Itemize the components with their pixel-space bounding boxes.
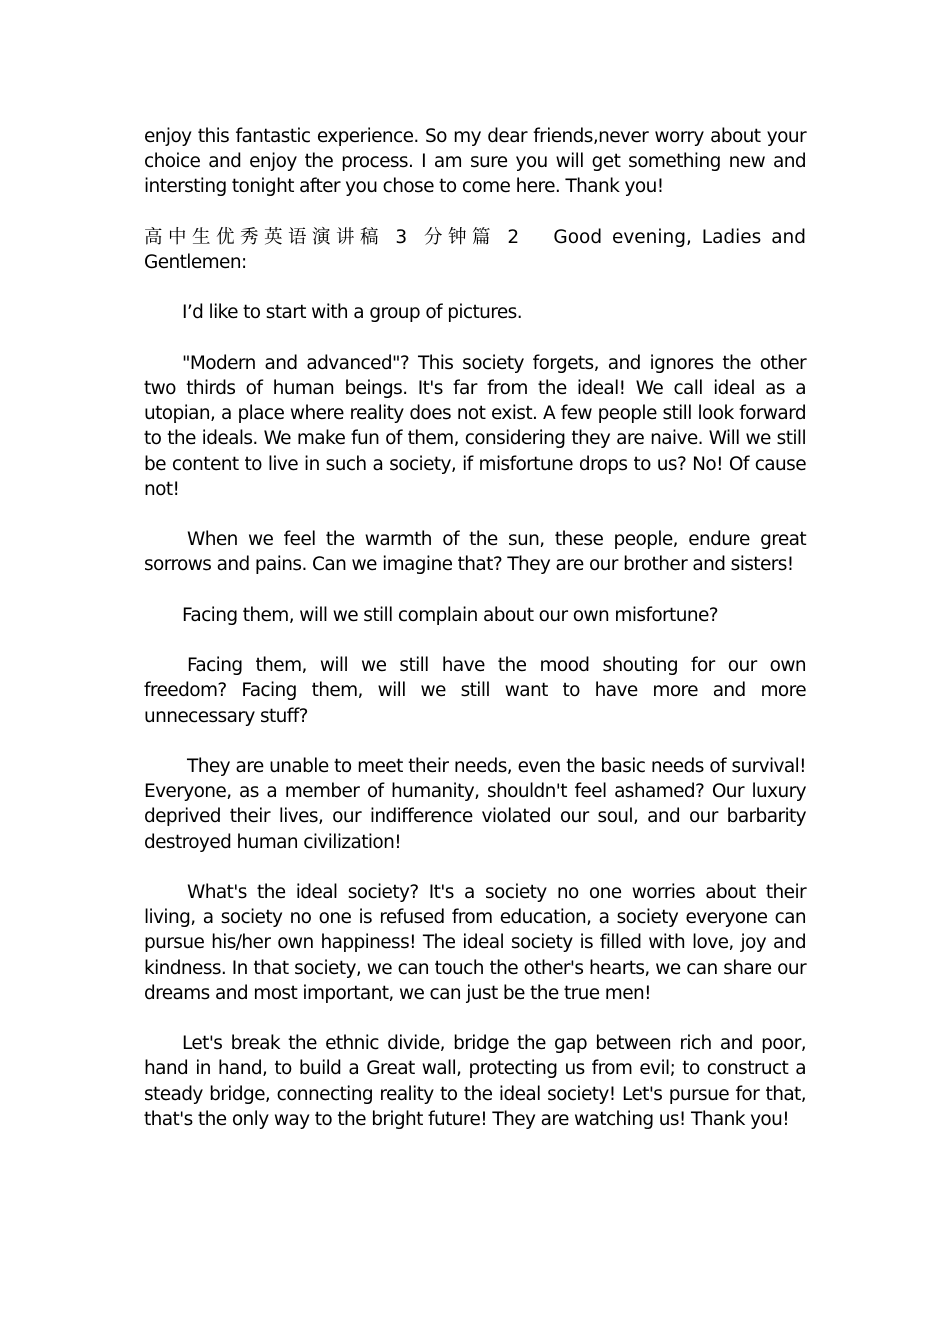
- heading-title-cn: 高中生优秀英语演讲稿 3 分钟篇 2: [144, 226, 525, 248]
- heading-greeting-continued: Gentlemen:: [144, 252, 247, 273]
- paragraph-ideal-society: What's the ideal society? It's a society no one worries about their living, a society no one is refused from education, a society everyone can pursue his/her own happiness! The ideal society is filled with love, joy and kindness. In that society, we can touch the other's hearts, we can share our dreams and most important, we can just be the true men!: [144, 881, 806, 1004]
- document-page: [144, 124, 806, 1157]
- paragraph-needs: They are unable to meet their needs, even the basic needs of survival! Everyone, as a member of humanity, shouldn't feel ashamed? Our luxury deprived their lives, our indifference violated our soul, and our barbarity destroyed human civilization!: [144, 755, 806, 853]
- heading-line: [144, 225, 806, 250]
- paragraph-intro: I’d like to start with a group of pictures.: [182, 302, 522, 324]
- paragraph-modern: "Modern and advanced"? This society forgets, and ignores the other two thirds of human beings. It's far from the ideal! We call ideal as a utopian, a place where reality does not exist. A few people still look forward to the ideals. We make fun of them, considering they are naive. Will we still be content to live in such a society, if misfortune drops to us? No! Of cause not!: [144, 352, 806, 500]
- heading-greeting: Good evening, Ladies and: [553, 226, 806, 248]
- paragraph-closing: enjoy this fantastic experience. So my dear friends,never worry about your choice and enjoy the process. I am sure you will get something new and intersting tonight after you chose to come here. Thank you!: [144, 126, 806, 198]
- paragraph-facing-1: Facing them, will we still complain about our own misfortune?: [182, 604, 718, 626]
- paragraph-facing-2: Facing them, will we still have the mood shouting for our own freedom? Facing them, will we still want to have more and more unnecessary stuff?: [144, 655, 806, 727]
- paragraph-conclusion: Let's break the ethnic divide, bridge the gap between rich and poor, hand in hand, to build a Great wall, protecting us from evil; to construct a steady bridge, connecting reality to the ideal society! Let's pursue for that, that's the only way to the bright future! They are watching us! Thank you!: [144, 1033, 806, 1130]
- section-heading: [144, 225, 806, 275]
- paragraph-warmth: When we feel the warmth of the sun, these people, endure great sorrows and pains. Can we imagine that? They are our brother and sisters!: [144, 529, 806, 576]
